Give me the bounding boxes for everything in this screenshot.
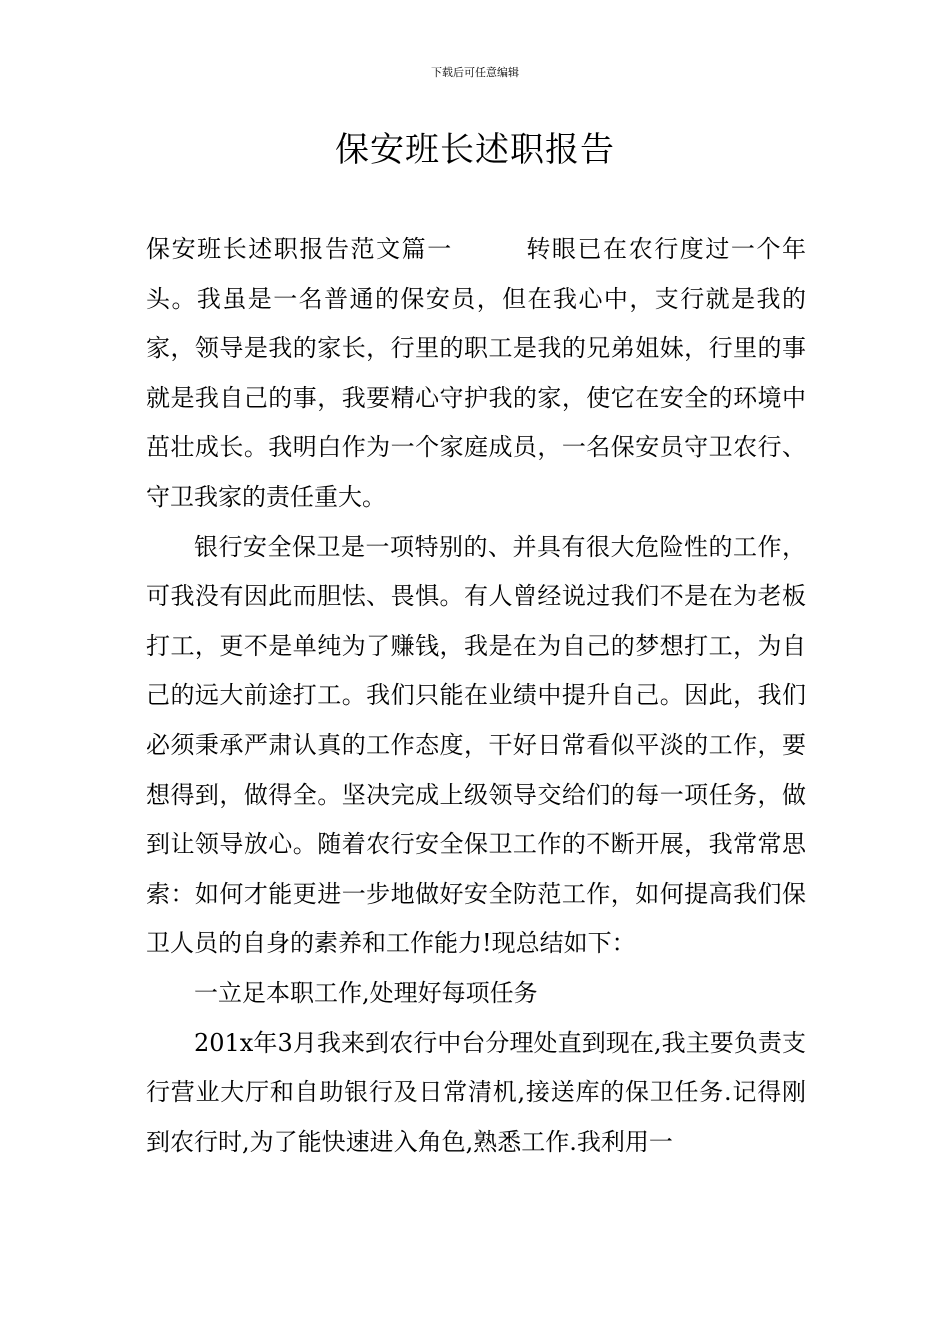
section-heading-1: 一立足本职工作,处理好每项任务 [194,978,538,1007]
lead-paragraph [146,225,806,523]
page-title: 保安班长述职报告 [335,130,615,170]
document-body [146,225,806,1167]
paragraph-1: 银行安全保卫是一项特别的、并具有很大危险性的工作，可我没有因此而胆怯、畏惧。有人曾经说过我们不是在为老板打工，更不是单纯为了赚钱，我是在为自己的梦想打工，为自己的远大前途打工。我们只能在业绩中提升自己。因此，我们必须秉承严肃认真的工作态度，干好日常看似平淡的工作，要想得到，做得全。坚决完成上级领导交给们的每一项任务，做到让领导放心。随着农行安全保卫工作的不断开展，我常常思索：如何才能更进一步地做好安全防范工作，如何提高我们保卫人员的自身的素养和工作能力!现总结如下： [146,532,806,958]
header-note: 下载后可任意编辑 [431,66,519,79]
paragraph-2: 201x年3月我来到农行中台分理处直到现在,我主要负责支行营业大厅和自助银行及日常清机,接送库的保卫任务.记得刚到农行时,为了能快速进入角色,熟悉工作.我利用一 [146,1028,806,1156]
lead-text: 转眼已在农行度过一个年头。我虽是一名普通的保安员，但在我心中，支行就是我的家，领导是我的家长，行里的职工是我的兄弟姐妹，行里的事就是我自己的事，我要精心守护我的家，使它在安全的环境中茁壮成长。我明白作为一个家庭成员，一名保安员守卫农行、守卫我家的责任重大。 [146,235,807,511]
lead-label: 保安班长述职报告范文篇一 [146,235,453,263]
